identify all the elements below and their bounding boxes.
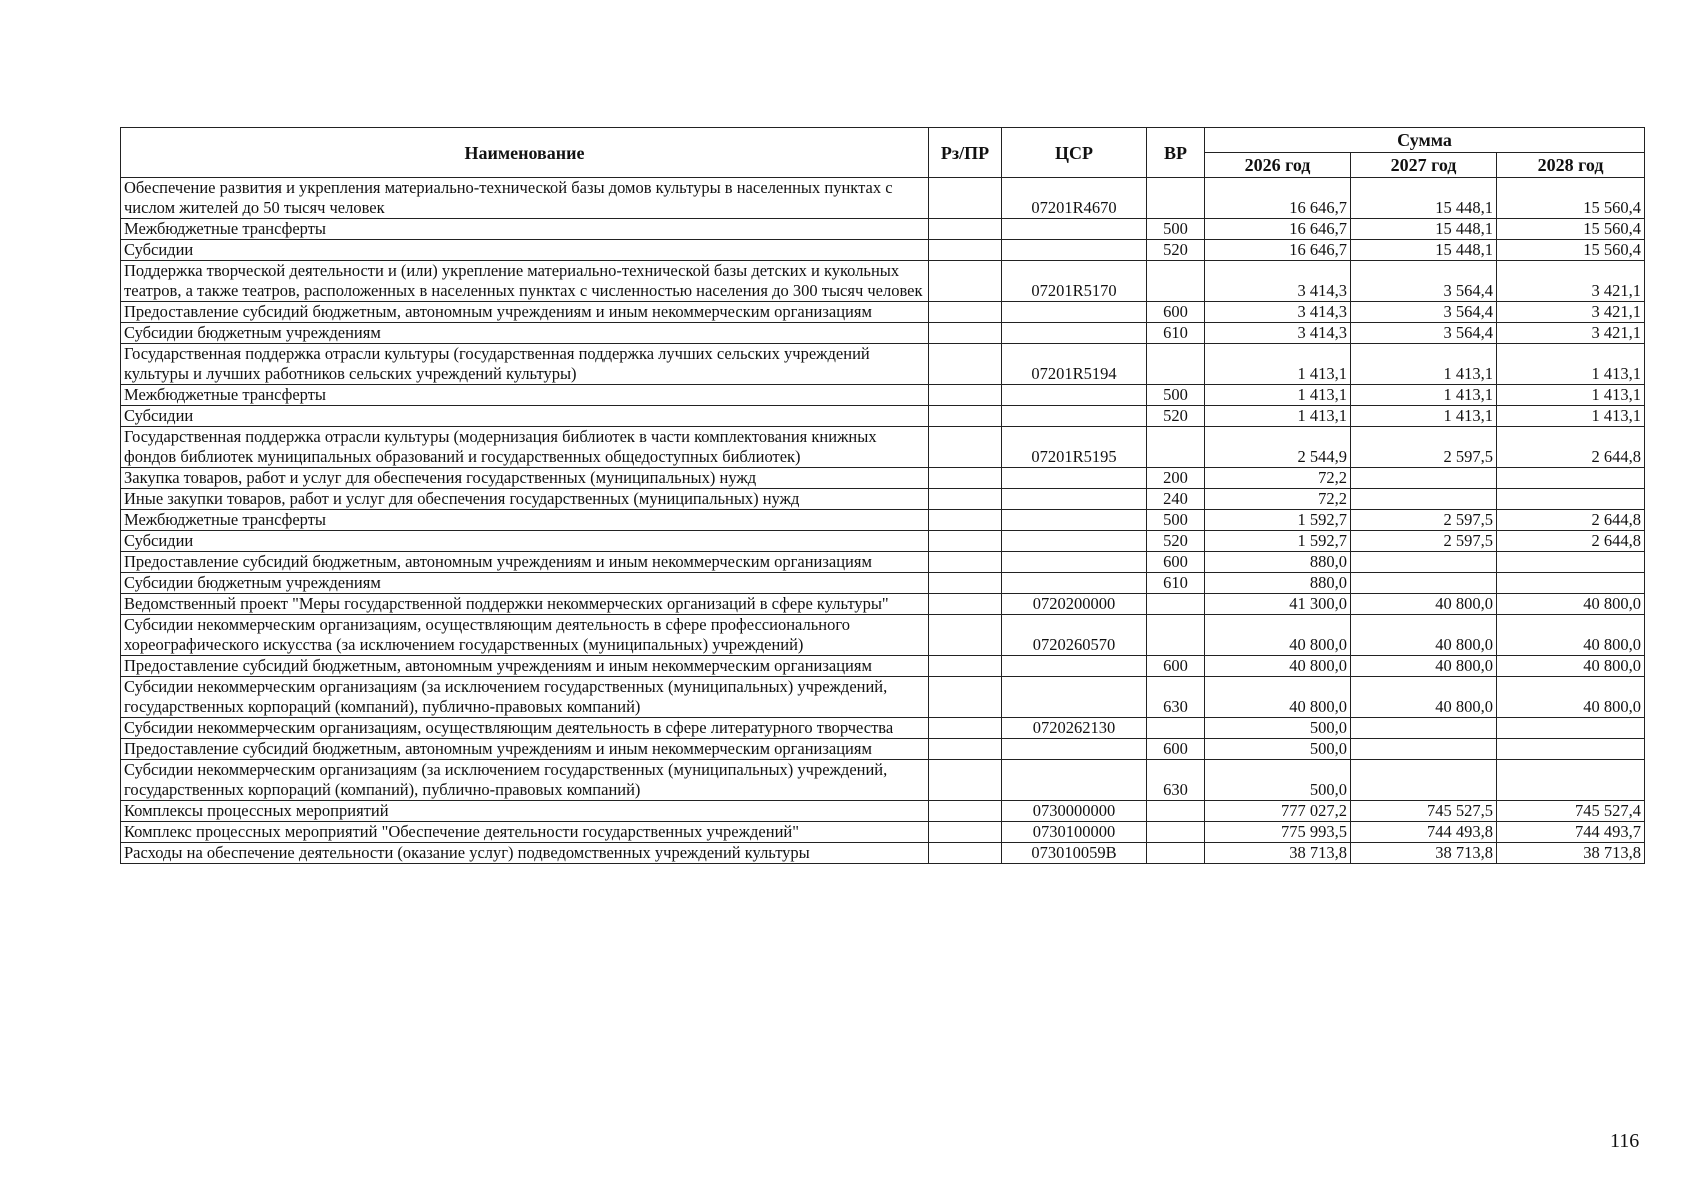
cell-rzpr [929,344,1002,385]
cell-2026: 1 592,7 [1205,510,1351,531]
cell-2026: 1 413,1 [1205,385,1351,406]
cell-2027: 2 597,5 [1351,510,1497,531]
cell-rzpr [929,718,1002,739]
cell-vr [1147,843,1205,864]
cell-csr: 0720200000 [1002,594,1147,615]
table-body [121,178,1645,864]
cell-rzpr [929,468,1002,489]
cell-2028: 3 421,1 [1497,302,1645,323]
cell-name: Субсидии некоммерческим организациям (за исключением государственных (муниципальных) учреждений, государственных корпораций (компаний), публично-правовых компаний) [121,760,929,801]
cell-name: Субсидии некоммерческим организациям, осуществляющим деятельность в сфере профессионального хореографического искусства (за исключением государственных (муниципальных) учреждений) [121,615,929,656]
cell-rzpr [929,385,1002,406]
table-row [121,552,1645,573]
cell-2026: 40 800,0 [1205,677,1351,718]
cell-csr [1002,677,1147,718]
cell-vr [1147,594,1205,615]
cell-rzpr [929,406,1002,427]
cell-name: Предоставление субсидий бюджетным, автономным учреждениям и иным некоммерческим организациям [121,739,929,760]
cell-2028 [1497,718,1645,739]
cell-2028 [1497,552,1645,573]
cell-rzpr [929,178,1002,219]
cell-2027: 38 713,8 [1351,843,1497,864]
cell-vr [1147,801,1205,822]
cell-2028: 15 560,4 [1497,219,1645,240]
cell-vr: 500 [1147,510,1205,531]
cell-csr [1002,552,1147,573]
cell-vr: 500 [1147,219,1205,240]
cell-csr: 0720262130 [1002,718,1147,739]
cell-2027: 40 800,0 [1351,656,1497,677]
cell-2028 [1497,489,1645,510]
cell-2028: 744 493,7 [1497,822,1645,843]
cell-2027: 2 597,5 [1351,427,1497,468]
cell-vr: 200 [1147,468,1205,489]
cell-name: Комплекс процессных мероприятий "Обеспечение деятельности государственных учреждений" [121,822,929,843]
cell-csr [1002,385,1147,406]
cell-2027: 40 800,0 [1351,615,1497,656]
cell-name: Расходы на обеспечение деятельности (оказание услуг) подведомственных учреждений культуры [121,843,929,864]
cell-vr: 630 [1147,677,1205,718]
cell-name: Ведомственный проект "Меры государственной поддержки некоммерческих организаций в сфере культуры" [121,594,929,615]
cell-2028: 745 527,4 [1497,801,1645,822]
table-row [121,801,1645,822]
cell-2026: 72,2 [1205,468,1351,489]
cell-2026: 16 646,7 [1205,219,1351,240]
cell-vr: 610 [1147,323,1205,344]
cell-name: Субсидии [121,240,929,261]
header-sum: Сумма [1205,128,1645,153]
cell-vr [1147,822,1205,843]
table-row [121,739,1645,760]
cell-vr: 600 [1147,552,1205,573]
table-row [121,468,1645,489]
cell-2026: 500,0 [1205,760,1351,801]
table-row [121,178,1645,219]
cell-2027: 744 493,8 [1351,822,1497,843]
cell-2027 [1351,718,1497,739]
cell-name: Государственная поддержка отрасли культуры (государственная поддержка лучших сельских учреждений культуры и лучших работников сельских учреждений культуры) [121,344,929,385]
cell-name: Межбюджетные трансферты [121,219,929,240]
cell-vr: 600 [1147,739,1205,760]
cell-csr [1002,656,1147,677]
cell-2028: 40 800,0 [1497,594,1645,615]
table-row [121,261,1645,302]
cell-2027: 2 597,5 [1351,531,1497,552]
cell-2028: 1 413,1 [1497,406,1645,427]
header-vr: ВР [1147,128,1205,178]
cell-2026: 3 414,3 [1205,261,1351,302]
cell-name: Субсидии некоммерческим организациям, осуществляющим деятельность в сфере литературного творчества [121,718,929,739]
cell-csr: 07201R5194 [1002,344,1147,385]
header-name: Наименование [121,128,929,178]
cell-2027: 1 413,1 [1351,344,1497,385]
cell-2026: 500,0 [1205,739,1351,760]
cell-2026: 40 800,0 [1205,615,1351,656]
cell-2026: 777 027,2 [1205,801,1351,822]
cell-name: Межбюджетные трансферты [121,385,929,406]
cell-2028: 40 800,0 [1497,656,1645,677]
cell-2026: 1 413,1 [1205,406,1351,427]
cell-2027: 3 564,4 [1351,261,1497,302]
table-row [121,219,1645,240]
cell-csr [1002,219,1147,240]
cell-name: Закупка товаров, работ и услуг для обеспечения государственных (муниципальных) нужд [121,468,929,489]
cell-2026: 16 646,7 [1205,178,1351,219]
cell-vr: 520 [1147,531,1205,552]
cell-2026: 16 646,7 [1205,240,1351,261]
cell-rzpr [929,801,1002,822]
cell-csr: 0730000000 [1002,801,1147,822]
table-row [121,385,1645,406]
cell-2028: 3 421,1 [1497,323,1645,344]
cell-rzpr [929,427,1002,468]
cell-2028: 3 421,1 [1497,261,1645,302]
cell-2027 [1351,468,1497,489]
cell-rzpr [929,552,1002,573]
header-year-2027: 2027 год [1351,153,1497,178]
table-row [121,718,1645,739]
cell-2027: 3 564,4 [1351,323,1497,344]
cell-name: Субсидии некоммерческим организациям (за исключением государственных (муниципальных) учреждений, государственных корпораций (компаний), публично-правовых компаний) [121,677,929,718]
cell-rzpr [929,594,1002,615]
cell-2026: 880,0 [1205,552,1351,573]
table-row [121,302,1645,323]
cell-2026: 880,0 [1205,573,1351,594]
cell-2027 [1351,552,1497,573]
cell-name: Поддержка творческой деятельности и (или) укрепление материально-технической базы детских и кукольных театров, а также театров, расположенных в населенных пунктах с численностью населения до 300 тысяч человек [121,261,929,302]
table-row [121,323,1645,344]
cell-csr [1002,531,1147,552]
cell-rzpr [929,219,1002,240]
cell-2027: 15 448,1 [1351,240,1497,261]
header-year-2028: 2028 год [1497,153,1645,178]
cell-name: Предоставление субсидий бюджетным, автономным учреждениям и иным некоммерческим организациям [121,656,929,677]
cell-rzpr [929,843,1002,864]
cell-2027: 40 800,0 [1351,594,1497,615]
cell-2027 [1351,573,1497,594]
cell-2028 [1497,760,1645,801]
cell-csr [1002,760,1147,801]
cell-rzpr [929,573,1002,594]
cell-rzpr [929,760,1002,801]
cell-2028: 1 413,1 [1497,344,1645,385]
cell-vr: 630 [1147,760,1205,801]
cell-csr [1002,468,1147,489]
cell-2028: 2 644,8 [1497,531,1645,552]
cell-vr [1147,178,1205,219]
cell-name: Комплексы процессных мероприятий [121,801,929,822]
cell-2028 [1497,573,1645,594]
cell-name: Обеспечение развития и укрепления материально-технической базы домов культуры в населенных пунктах с числом жителей до 50 тысяч человек [121,178,929,219]
cell-vr: 600 [1147,656,1205,677]
cell-2027: 1 413,1 [1351,406,1497,427]
cell-vr [1147,344,1205,385]
cell-rzpr [929,240,1002,261]
cell-2028: 1 413,1 [1497,385,1645,406]
cell-vr: 240 [1147,489,1205,510]
cell-2028 [1497,468,1645,489]
cell-vr [1147,615,1205,656]
cell-2027: 40 800,0 [1351,677,1497,718]
cell-2026: 1 592,7 [1205,531,1351,552]
cell-rzpr [929,822,1002,843]
table-row [121,344,1645,385]
cell-vr: 610 [1147,573,1205,594]
table-row [121,822,1645,843]
cell-csr: 07201R5170 [1002,261,1147,302]
cell-vr: 520 [1147,240,1205,261]
cell-rzpr [929,531,1002,552]
cell-2026: 2 544,9 [1205,427,1351,468]
cell-csr [1002,573,1147,594]
table-row [121,573,1645,594]
cell-2026: 3 414,3 [1205,323,1351,344]
table-row [121,531,1645,552]
table-row [121,240,1645,261]
cell-name: Субсидии бюджетным учреждениям [121,573,929,594]
cell-2027: 15 448,1 [1351,219,1497,240]
cell-2028 [1497,739,1645,760]
cell-vr [1147,427,1205,468]
cell-2026: 41 300,0 [1205,594,1351,615]
cell-2027: 15 448,1 [1351,178,1497,219]
cell-csr: 07201R5195 [1002,427,1147,468]
cell-rzpr [929,656,1002,677]
cell-rzpr [929,510,1002,531]
cell-2027 [1351,489,1497,510]
cell-2027: 3 564,4 [1351,302,1497,323]
table-row [121,406,1645,427]
cell-2026: 40 800,0 [1205,656,1351,677]
header-rzpr: Рз/ПР [929,128,1002,178]
table-row [121,843,1645,864]
cell-csr [1002,739,1147,760]
cell-name: Государственная поддержка отрасли культуры (модернизация библиотек в части комплектования книжных фондов библиотек муниципальных образований и государственных общедоступных библиотек) [121,427,929,468]
cell-name: Иные закупки товаров, работ и услуг для обеспечения государственных (муниципальных) нужд [121,489,929,510]
cell-2026: 775 993,5 [1205,822,1351,843]
cell-2028: 15 560,4 [1497,240,1645,261]
cell-csr [1002,510,1147,531]
table-row [121,760,1645,801]
table-row [121,510,1645,531]
cell-2028: 2 644,8 [1497,427,1645,468]
cell-vr: 600 [1147,302,1205,323]
cell-csr: 0720260570 [1002,615,1147,656]
cell-vr [1147,261,1205,302]
cell-name: Предоставление субсидий бюджетным, автономным учреждениям и иным некоммерческим организациям [121,302,929,323]
cell-2027: 1 413,1 [1351,385,1497,406]
cell-rzpr [929,739,1002,760]
cell-csr [1002,489,1147,510]
cell-csr [1002,302,1147,323]
cell-vr: 500 [1147,385,1205,406]
cell-2026: 500,0 [1205,718,1351,739]
cell-2027 [1351,739,1497,760]
header-csr: ЦСР [1002,128,1147,178]
cell-rzpr [929,615,1002,656]
cell-2027: 745 527,5 [1351,801,1497,822]
cell-name: Субсидии [121,531,929,552]
header-year-2026: 2026 год [1205,153,1351,178]
budget-table [120,127,1645,864]
table-row [121,656,1645,677]
cell-rzpr [929,489,1002,510]
page-number: 116 [1610,1130,1640,1152]
cell-name: Межбюджетные трансферты [121,510,929,531]
cell-csr: 0730100000 [1002,822,1147,843]
table-row [121,615,1645,656]
cell-vr [1147,718,1205,739]
cell-2026: 3 414,3 [1205,302,1351,323]
cell-csr [1002,406,1147,427]
cell-csr: 073010059B [1002,843,1147,864]
cell-2026: 38 713,8 [1205,843,1351,864]
cell-csr [1002,323,1147,344]
cell-vr: 520 [1147,406,1205,427]
cell-2026: 72,2 [1205,489,1351,510]
cell-name: Субсидии [121,406,929,427]
cell-name: Субсидии бюджетным учреждениям [121,323,929,344]
cell-2028: 38 713,8 [1497,843,1645,864]
cell-2028: 40 800,0 [1497,677,1645,718]
cell-csr [1002,240,1147,261]
cell-2028: 40 800,0 [1497,615,1645,656]
cell-2026: 1 413,1 [1205,344,1351,385]
cell-csr: 07201R4670 [1002,178,1147,219]
cell-2027 [1351,760,1497,801]
cell-2028: 15 560,4 [1497,178,1645,219]
table-row [121,677,1645,718]
cell-2028: 2 644,8 [1497,510,1645,531]
table-row [121,427,1645,468]
table-row [121,594,1645,615]
cell-rzpr [929,261,1002,302]
cell-rzpr [929,677,1002,718]
cell-name: Предоставление субсидий бюджетным, автономным учреждениям и иным некоммерческим организациям [121,552,929,573]
cell-rzpr [929,323,1002,344]
table-row [121,489,1645,510]
cell-rzpr [929,302,1002,323]
